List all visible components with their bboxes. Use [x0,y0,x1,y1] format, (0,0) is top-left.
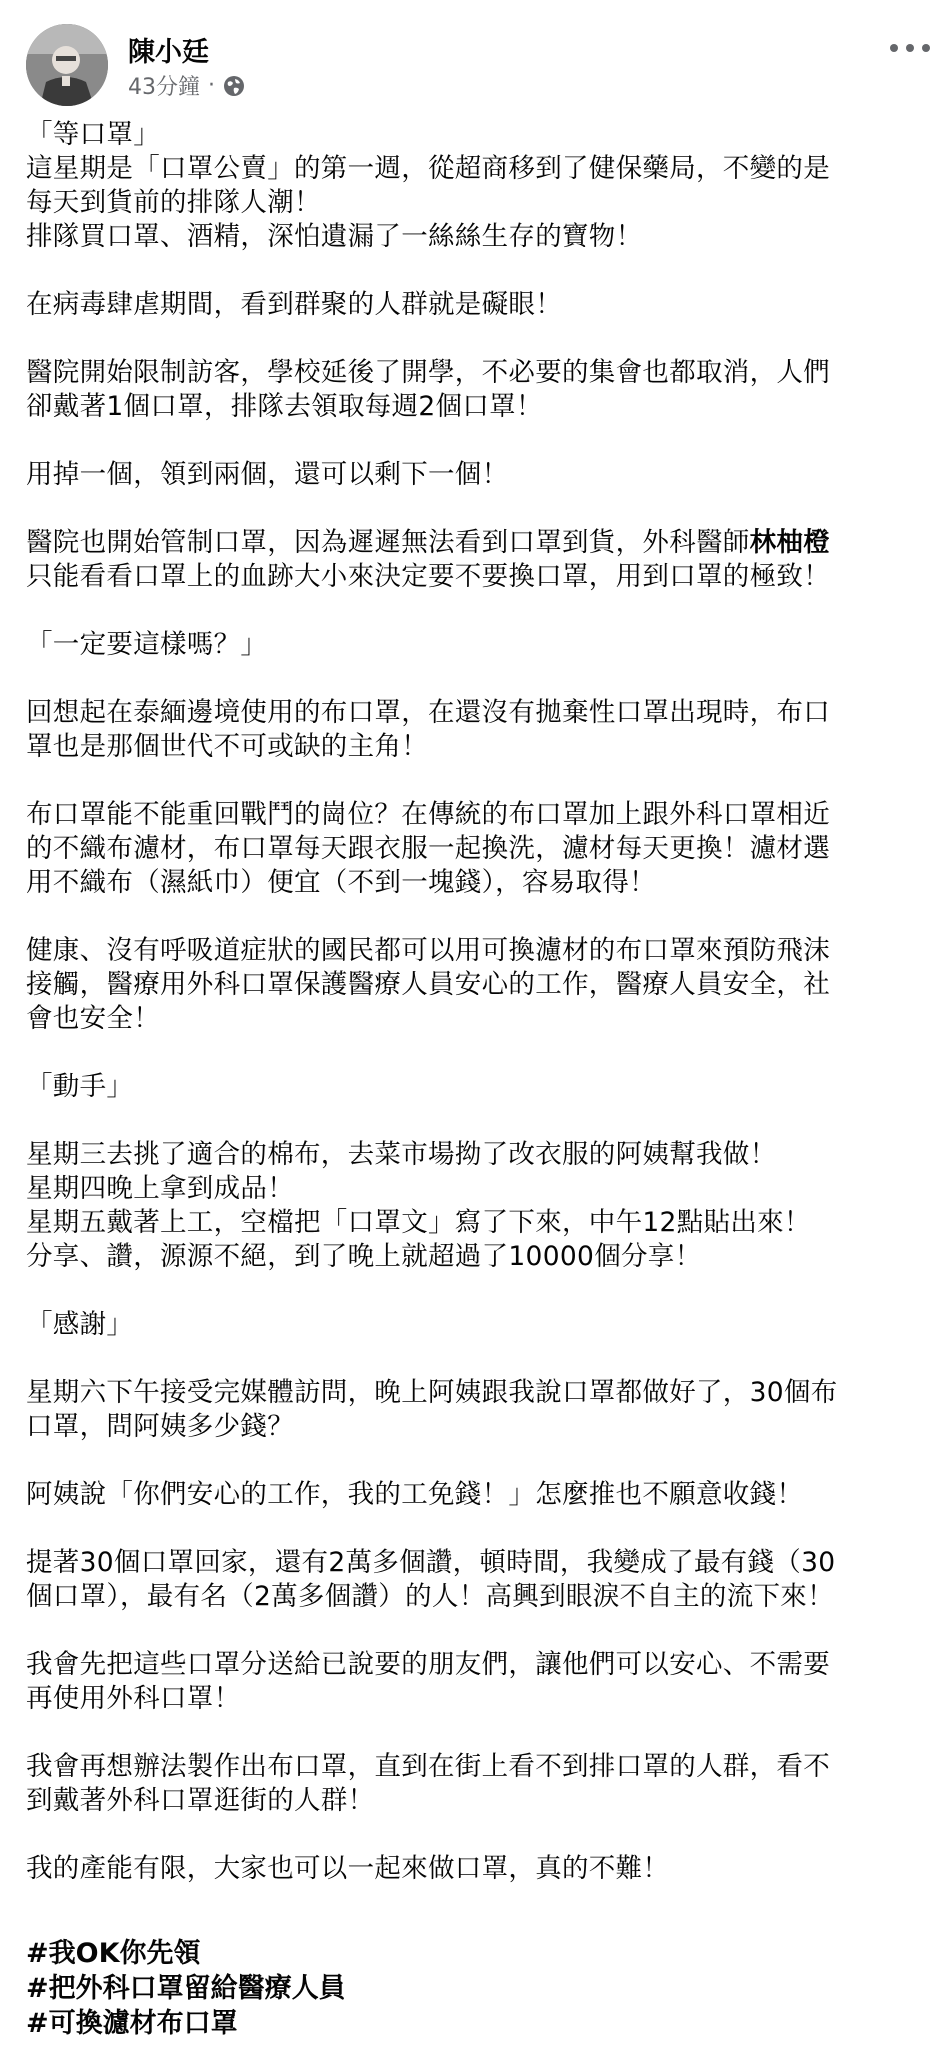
paragraph-gap [26,900,926,934]
more-dot [906,44,914,52]
paragraph-gap [26,1512,926,1546]
meta-separator: · [208,73,215,98]
paragraph-gap [26,1614,926,1648]
mention-link[interactable]: 林柚橙 [749,527,831,558]
post-time[interactable]: 43分鐘 [128,75,200,100]
paragraph-healthy-citizens: 健康、沒有呼吸道症狀的國民都可以用可換濾材的布口罩來預防飛沫 接觸，醫療用外科口罩保護醫療人員安心的工作，醫療人員安全，社 會也安全！ [26,935,830,1034]
paragraph-gap [26,1274,926,1308]
globe-icon[interactable] [223,75,245,97]
paragraph-cloth-mask-history: 回想起在泰緬邊境使用的布口罩，在還沒有拋棄性口罩出現時，布口 罩也是那個世代不可或缺的主角！ [26,697,830,762]
paragraph-gap [26,1104,926,1138]
hashtag-link[interactable]: #我OK你先領 [26,1938,201,1969]
paragraph-text: 醫院也開始管制口罩，因為遲遲無法看到口罩到貨，外科醫師 [26,527,750,558]
paragraph-gap [26,1444,926,1478]
paragraph-hospital-control [26,526,926,594]
paragraph-gap [26,322,926,356]
paragraph-capacity: 我的產能有限，大家也可以一起來做口罩，真的不難！ [26,1853,670,1884]
paragraph-weekdays: 星期三去挑了適合的棉布，去菜市場拗了改衣服的阿姨幫我做！ 星期四晚上拿到成品！ 星期五戴著上工，空檔把「口罩文」寫了下來，中午12點貼出來！ 分享、讚，源源不絕，到了晚上就超過了10000個分享！ [26,1139,811,1272]
paragraph-question: 「一定要這樣嗎？」 [26,629,268,660]
more-dot [922,44,930,52]
paragraph-thanks: 「感謝」 [26,1309,134,1340]
hashtag-link[interactable]: #把外科口罩留給醫療人員 [26,1973,346,2004]
avatar-image [26,24,108,106]
paragraph-gap [26,662,926,696]
hashtag-list [26,1936,926,2041]
paragraph-waiting: 「等口罩」 這星期是「口罩公賣」的第一週，從超商移到了健保藥局，不變的是 每天到貨前的排隊人潮！ 排隊買口罩、酒精，深怕遺漏了一絲絲生存的寶物！ [26,119,830,252]
paragraph-gap [26,1342,926,1376]
post-body [26,118,926,1886]
more-options-icon[interactable] [890,34,930,62]
author-name[interactable]: 陳小廷 [128,37,209,68]
paragraph-gap [26,1036,926,1070]
paragraph-crowd: 在病毒肆虐期間，看到群聚的人群就是礙眼！ [26,289,562,320]
paragraph-gap [26,1818,926,1852]
paragraph-gap [26,254,926,288]
paragraph-text: 只能看看口罩上的血跡大小來決定要不要換口罩，用到口罩的極致！ [26,561,830,592]
post-header [0,0,952,112]
post-meta [128,70,245,101]
paragraph-gap [26,1716,926,1750]
paragraph-gap [26,424,926,458]
paragraph-gap [26,492,926,526]
paragraph-gap [26,594,926,628]
paragraph-keep-making: 我會再想辦法製作出布口罩，直到在街上看不到排口罩的人群，看不 到戴著外科口罩逛街的人群！ [26,1751,830,1816]
paragraph-use-one: 用掉一個，領到兩個，還可以剩下一個！ [26,459,509,490]
paragraph-do-it: 「動手」 [26,1071,134,1102]
paragraph-share-friends: 我會先把這些口罩分送給已說要的朋友們，讓他們可以安心、不需要 再使用外科口罩！ [26,1649,830,1714]
hashtag-link[interactable]: #可換濾材布口罩 [26,2008,238,2039]
paragraph-hospital-limits: 醫院開始限制訪客，學校延後了開學，不必要的集會也都取消，人們 卻戴著1個口罩，排隊去領取每週2個口罩！ [26,357,830,422]
more-dot [890,44,898,52]
profile-avatar[interactable] [26,24,108,106]
paragraph-cloth-mask-return: 布口罩能不能重回戰鬥的崗位？在傳統的布口罩加上跟外科口罩相近 的不織布濾材，布口罩每天跟衣服一起換洗，濾材每天更換！濾材選 用不織布（濕紙巾）便宜（不到一塊錢），容易取得！ [26,799,830,898]
paragraph-gap [26,764,926,798]
paragraph-richest: 提著30個口罩回家，還有2萬多個讚，頓時間，我變成了最有錢（30 個口罩），最有名（2萬多個讚）的人！高興到眼淚不自主的流下來！ [26,1547,836,1612]
paragraph-auntie-said: 阿姨說「你們安心的工作，我的工免錢！」怎麼推也不願意收錢！ [26,1479,804,1510]
paragraph-saturday: 星期六下午接受完媒體訪問，晚上阿姨跟我說口罩都做好了，30個布 口罩，問阿姨多少錢？ [26,1377,838,1442]
